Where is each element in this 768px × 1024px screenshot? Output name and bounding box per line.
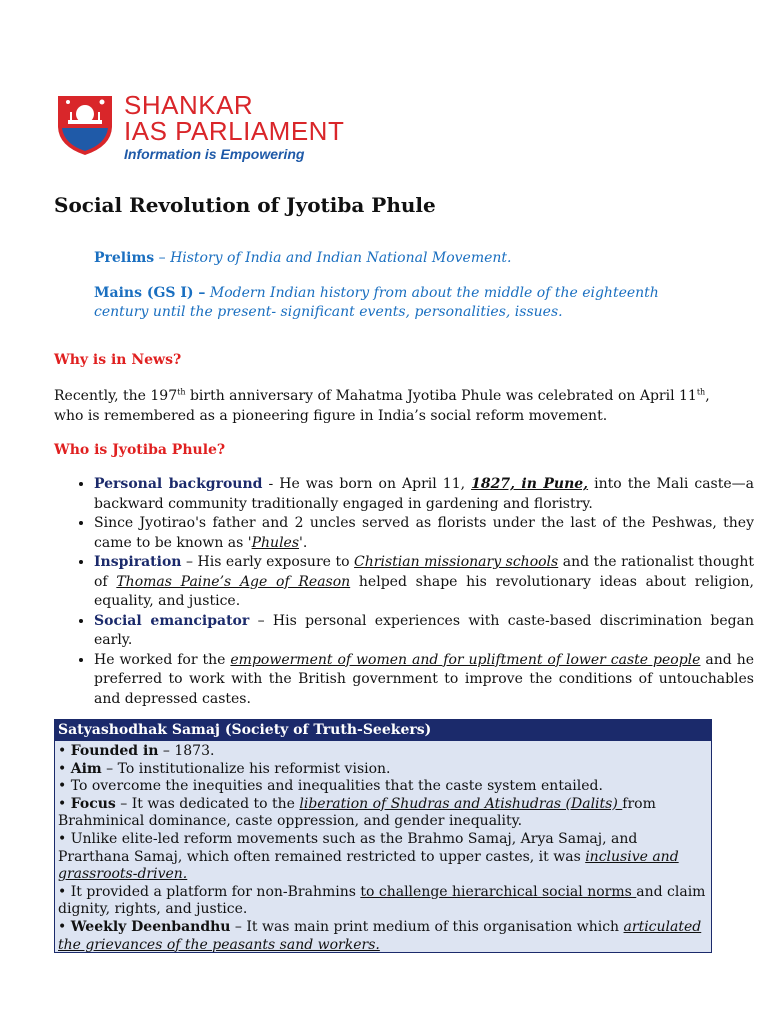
- box-emphasis: inclusive and grassroots-driven.: [58, 848, 679, 883]
- box-text: • It provided a platform for non-Brahmins: [58, 883, 361, 900]
- who-heading: Who is Jyotiba Phule?: [54, 442, 226, 458]
- prelims-line: [94, 249, 714, 268]
- bullet-text: '.: [299, 534, 308, 551]
- prelims-sep: –: [154, 250, 171, 266]
- box-label: Aim: [70, 760, 102, 777]
- news-sup-1: th: [177, 387, 186, 397]
- box-row: [58, 884, 708, 919]
- box-row: • Focus – It was dedicated to the liberation of Shudras and Atishudras (Dalits) from Brahminical dominance, caste oppression, and gender inequality.: [58, 795, 656, 830]
- box-row: • Aim – To institutionalize his reformist vision.: [58, 760, 391, 777]
- list-item: [94, 612, 754, 651]
- box-text: • Unlike elite-led reform movements such as the Brahmo Samaj, Arya Samaj, and Prarthana Samaj, which often remained restricted to upper castes, it was: [58, 830, 638, 865]
- box-text: and claim dignity, rights, and justice.: [58, 883, 706, 918]
- list-item: [94, 553, 754, 612]
- list-item: [94, 651, 754, 710]
- logo-text: [124, 92, 344, 162]
- bullet-text: into the Mali caste—a backward community traditionally engaged in gardening and floristry.: [94, 476, 755, 512]
- news-text-1: Recently, the 197: [54, 388, 178, 404]
- logo-line2: IAS PARLIAMENT: [124, 116, 345, 146]
- bullet-emphasis: empowerment of women and for upliftment of lower caste people: [230, 651, 701, 668]
- mains-label: Mains (GS I) –: [94, 285, 206, 301]
- news-paragraph: [54, 386, 716, 426]
- box-text: – 1873.: [158, 743, 215, 759]
- bullet-label: Inspiration: [94, 554, 182, 570]
- logo-tagline: Information is Empowering: [124, 146, 305, 162]
- news-sup-2: th: [696, 387, 706, 397]
- box-label: Founded in: [70, 743, 159, 759]
- bullet-text: helped shape his revolutionary ideas about religion, equality, and justice.: [94, 573, 754, 609]
- box-underline: to challenge hierarchical social norms: [360, 883, 637, 900]
- bullet-text: and the rationalist thought of: [94, 554, 754, 590]
- prelims-text: History of India and Indian National Movement.: [170, 250, 512, 266]
- box-heading: Satyashodhak Samaj (Society of Truth-Seekers): [55, 720, 711, 741]
- prelims-label: Prelims: [94, 250, 155, 266]
- parliament-emblem-icon: [54, 92, 116, 156]
- mains-line: [94, 284, 714, 322]
- bullet-emphasis: 1827, in Pune,: [471, 476, 589, 492]
- bullet-text: – His personal experiences with caste-based discrimination began early.: [94, 612, 754, 648]
- box-row: • Founded in – 1873.: [58, 743, 215, 759]
- bullet-emphasis: Thomas Paine’s Age of Reason: [116, 573, 351, 590]
- bullet-emphasis: Phules: [251, 534, 300, 551]
- box-row: • To overcome the inequities and inequalities that the caste system entailed.: [58, 778, 603, 795]
- news-text-3: , who is remembered as a pioneering figure in India’s social reform movement.: [54, 388, 710, 424]
- why-in-news-heading: Why is in News?: [54, 352, 182, 368]
- list-item: [94, 514, 754, 553]
- bullet-emphasis: Christian missionary schools: [354, 554, 559, 570]
- box-text: from Brahminical dominance, caste oppression, and gender inequality.: [58, 795, 656, 830]
- box-body: [55, 741, 711, 956]
- box-label: Focus: [70, 795, 116, 812]
- satyashodhak-samaj-box: [54, 719, 712, 953]
- logo-line1: SHANKAR: [124, 90, 254, 120]
- box-label: Weekly Deenbandhu: [70, 918, 231, 935]
- bullet-text: Since Jyotirao's father and 2 uncles served as florists under the last of the Peshwas, they came to be known as ': [94, 515, 754, 551]
- bullet-text: and he preferred to work with the British government to improve the conditions of untouchables and depressed castes.: [94, 651, 754, 707]
- list-item: [94, 475, 754, 514]
- bullet-text: - He was born on April 11,: [262, 476, 472, 492]
- box-emphasis: liberation of Shudras and Atishudras (Dalits): [299, 795, 623, 812]
- box-text: – It was main print medium of this organisation which: [230, 918, 624, 935]
- bullet-text: He worked for the: [94, 651, 231, 668]
- box-row: [58, 831, 708, 884]
- box-text: – It was dedicated to the: [115, 795, 300, 812]
- page-title: Social Revolution of Jyotiba Phule: [54, 193, 436, 217]
- bullet-text: – His early exposure to: [181, 554, 355, 570]
- bullet-label: Social emancipator: [94, 612, 250, 629]
- mains-text: Modern Indian history from about the middle of the eighteenth century until the present- significant events, personalities, issues.: [94, 285, 659, 320]
- news-text-2: birth anniversary of Mahatma Jyotiba Phule was celebrated on April 11: [185, 388, 697, 404]
- box-text: – To institutionalize his reformist vision.: [101, 760, 391, 777]
- bio-bullet-list: [54, 475, 754, 709]
- box-row: • Weekly Deenbandhu – It was main print medium of this organisation which articulated the grievances of the peasants sand workers.: [58, 918, 702, 953]
- bullet-label: Personal background: [94, 476, 263, 492]
- box-emphasis: articulated the grievances of the peasants sand workers.: [58, 918, 702, 953]
- logo: [54, 92, 414, 162]
